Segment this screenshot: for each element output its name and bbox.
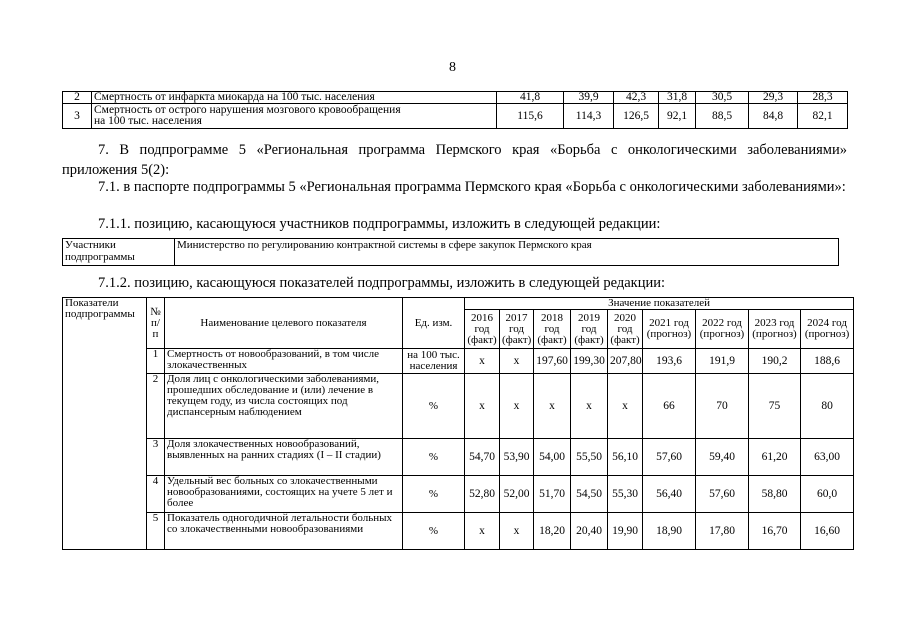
value-cell: 66 <box>643 374 696 439</box>
value-cell: 19,90 <box>608 513 643 550</box>
value-cell: 41,8 <box>497 92 564 104</box>
year-header: 2019 год (факт) <box>571 310 608 349</box>
participants-value: Министерство по регулированию контрактной системы в сфере закупок Пермского края <box>175 239 839 266</box>
value-cell: 18,90 <box>643 513 696 550</box>
row-number: 2 <box>147 374 165 439</box>
value-cell: 30,5 <box>696 92 749 104</box>
value-cell: 193,6 <box>643 349 696 374</box>
value-cell: 17,80 <box>696 513 749 550</box>
year-header: 2020 год (факт) <box>608 310 643 349</box>
value-cell: 57,60 <box>696 476 749 513</box>
value-cell: 58,80 <box>749 476 801 513</box>
mortality-table <box>62 91 848 129</box>
year-header: 2016 год (факт) <box>465 310 500 349</box>
year-header: 2018 год (факт) <box>534 310 571 349</box>
indicator-name: Доля злокачественных новообразований, выявленных на ранних стадиях (I – II стадии) <box>165 439 403 476</box>
value-cell: x <box>571 374 608 439</box>
indicator-name: Смертность от инфаркта миокарда на 100 тыс. населения <box>92 92 497 104</box>
value-cell: 55,50 <box>571 439 608 476</box>
row-number: 3 <box>63 104 92 129</box>
row-number: 4 <box>147 476 165 513</box>
value-cell: 191,9 <box>696 349 749 374</box>
table-row <box>63 239 839 266</box>
table-row <box>63 476 854 513</box>
paragraph-7-1-2: 7.1.2. позицию, касающуюся показателей подпрограммы, изложить в следующей редакции: <box>98 275 666 291</box>
row-number: 3 <box>147 439 165 476</box>
year-header: 2021 год (прогноз) <box>643 310 696 349</box>
paragraph-7-1: 7.1. в паспорте подпрограммы 5 «Региональная программа Пермского края «Борьба с онкологическими заболеваниями»: <box>98 179 846 195</box>
unit-cell: % <box>403 476 465 513</box>
value-cell: 52,80 <box>465 476 500 513</box>
value-cell: x <box>465 349 500 374</box>
unit-cell: на 100 тыс. населения <box>403 349 465 374</box>
value-cell: 18,20 <box>534 513 571 550</box>
value-cell: 57,60 <box>643 439 696 476</box>
value-cell: 188,6 <box>801 349 854 374</box>
value-cell: 88,5 <box>696 104 749 129</box>
row-number: 5 <box>147 513 165 550</box>
table-row <box>63 513 854 550</box>
value-cell: 75 <box>749 374 801 439</box>
value-cell: 190,2 <box>749 349 801 374</box>
indicator-name: Показатель одногодичной летальности больных со злокачественными новообразованиями <box>165 513 403 550</box>
value-cell: 53,90 <box>500 439 534 476</box>
value-cell: 52,00 <box>500 476 534 513</box>
value-cell: 28,3 <box>798 92 848 104</box>
unit-header: Ед. изм. <box>403 298 465 349</box>
row-number: 2 <box>63 92 92 104</box>
indicator-name: Смертность от новообразований, в том числе злокачественных <box>165 349 403 374</box>
value-cell: x <box>465 374 500 439</box>
paragraph-7: 7. В подпрограмме 5 «Региональная программа Пермского края «Борьба с онкологическими заболеваниями» приложения 5(2): <box>62 142 847 178</box>
value-cell: x <box>500 374 534 439</box>
year-header: 2023 год (прогноз) <box>749 310 801 349</box>
value-cell: 54,70 <box>465 439 500 476</box>
table-row <box>63 349 854 374</box>
indicator-name: Удельный вес больных со злокачественными новообразованиями, состоящих на учете 5 лет и более <box>165 476 403 513</box>
row-number: 1 <box>147 349 165 374</box>
year-header: 2022 год (прогноз) <box>696 310 749 349</box>
unit-cell: % <box>403 439 465 476</box>
indicators-table <box>62 297 854 550</box>
value-cell: 84,8 <box>749 104 798 129</box>
year-header: 2017 год (факт) <box>500 310 534 349</box>
paragraph-7-1-1: 7.1.1. позицию, касающуюся участников подпрограммы, изложить в следующей редакции: <box>98 216 661 232</box>
value-cell: 54,50 <box>571 476 608 513</box>
value-cell: 126,5 <box>614 104 659 129</box>
table-row <box>63 104 848 129</box>
year-header: 2024 год (прогноз) <box>801 310 854 349</box>
value-cell: 16,60 <box>801 513 854 550</box>
header-row <box>63 298 854 310</box>
value-cell: 31,8 <box>659 92 696 104</box>
num-header: № п/п <box>147 298 165 349</box>
table-row <box>63 92 848 104</box>
value-cell: 56,10 <box>608 439 643 476</box>
value-cell: 39,9 <box>564 92 614 104</box>
value-cell: 42,3 <box>614 92 659 104</box>
value-cell: 70 <box>696 374 749 439</box>
value-cell: 60,0 <box>801 476 854 513</box>
page-number: 8 <box>449 60 456 75</box>
value-cell: 115,6 <box>497 104 564 129</box>
indicators-label: Показатели подпрограммы <box>63 298 147 550</box>
indicator-name: Смертность от острого нарушения мозгового кровообращения на 100 тыс. населения <box>92 104 497 129</box>
value-cell: 92,1 <box>659 104 696 129</box>
value-cell: 54,00 <box>534 439 571 476</box>
value-cell: 114,3 <box>564 104 614 129</box>
value-cell: x <box>500 513 534 550</box>
participants-table <box>62 238 839 266</box>
value-cell: 59,40 <box>696 439 749 476</box>
value-cell: x <box>534 374 571 439</box>
value-cell: 207,80 <box>608 349 643 374</box>
value-cell: 55,30 <box>608 476 643 513</box>
value-cell: 51,70 <box>534 476 571 513</box>
value-cell: 29,3 <box>749 92 798 104</box>
unit-cell: % <box>403 374 465 439</box>
table-row <box>63 374 854 439</box>
name-header: Наименование целевого показателя <box>165 298 403 349</box>
value-cell: x <box>465 513 500 550</box>
values-header: Значение показателей <box>465 298 854 310</box>
value-cell: 56,40 <box>643 476 696 513</box>
participants-label: Участники подпрограммы <box>63 239 175 266</box>
value-cell: 80 <box>801 374 854 439</box>
value-cell: 199,30 <box>571 349 608 374</box>
value-cell: x <box>500 349 534 374</box>
value-cell: 20,40 <box>571 513 608 550</box>
unit-cell: % <box>403 513 465 550</box>
value-cell: x <box>608 374 643 439</box>
value-cell: 197,60 <box>534 349 571 374</box>
indicator-name: Доля лиц с онкологическими заболеваниями, прошедших обследование и (или) лечение в текущем году, из числа состоящих под диспансерным наблюдением <box>165 374 403 439</box>
table-row <box>63 439 854 476</box>
value-cell: 16,70 <box>749 513 801 550</box>
value-cell: 82,1 <box>798 104 848 129</box>
value-cell: 61,20 <box>749 439 801 476</box>
value-cell: 63,00 <box>801 439 854 476</box>
